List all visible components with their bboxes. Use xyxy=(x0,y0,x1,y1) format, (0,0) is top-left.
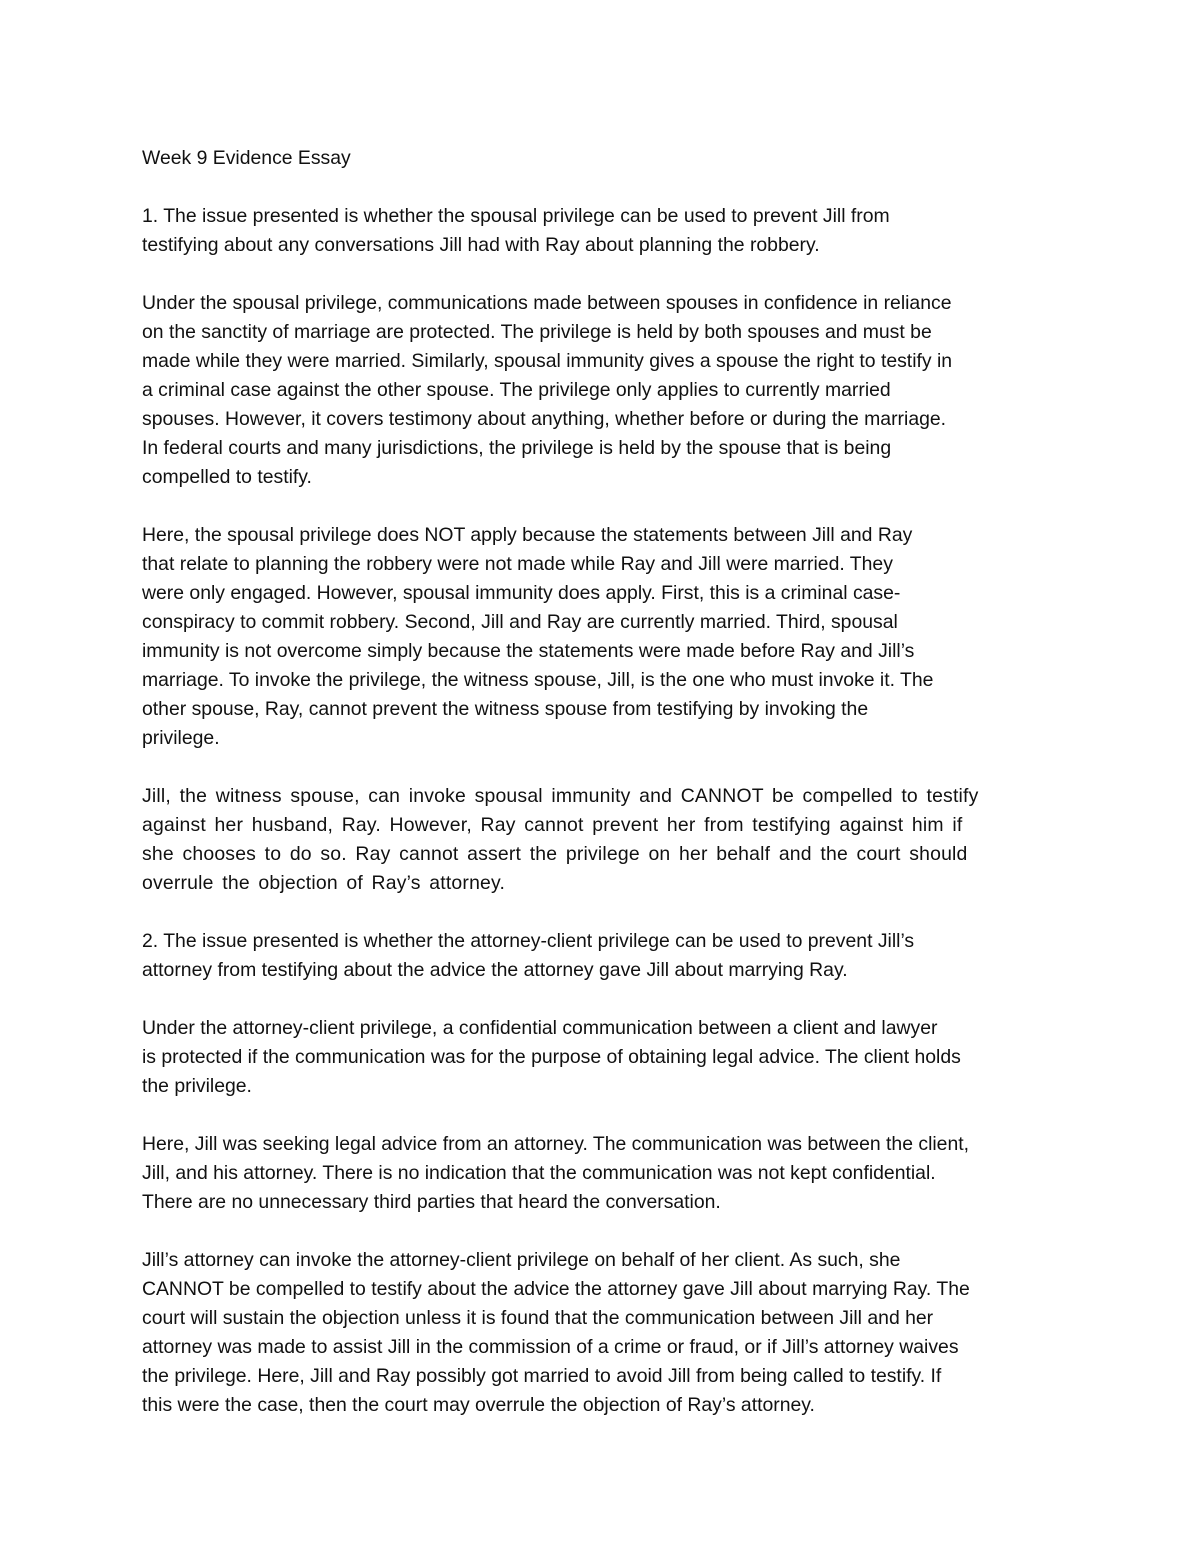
paragraph-line: immunity is not overcome simply because the statements were made before Ray and Jill’s xyxy=(142,640,915,662)
paragraph xyxy=(142,1130,1072,1217)
paragraph-line: CANNOT be compelled to testify about the advice the attorney gave Jill about marrying Ray. The xyxy=(142,1278,970,1300)
document-body xyxy=(142,144,1072,1449)
paragraph-line: Jill, the witness spouse, can invoke spousal immunity and CANNOT be compelled to testify xyxy=(142,785,979,807)
paragraph-line: Jill’s attorney can invoke the attorney-client privilege on behalf of her client. As such, she xyxy=(142,1249,901,1271)
paragraph xyxy=(142,202,1072,260)
paragraph-line: that relate to planning the robbery were not made while Ray and Jill were married. They xyxy=(142,553,893,575)
paragraph-line: attorney from testifying about the advice the attorney gave Jill about marrying Ray. xyxy=(142,959,848,981)
paragraph-line: made while they were married. Similarly, spousal immunity gives a spouse the right to testify in xyxy=(142,350,953,372)
paragraph-list xyxy=(142,202,1072,1420)
paragraph xyxy=(142,521,1072,753)
paragraph xyxy=(142,927,1072,985)
paragraph xyxy=(142,1014,1072,1101)
paragraph-line: a criminal case against the other spouse. The privilege only applies to currently married xyxy=(142,379,891,401)
paragraph-line: conspiracy to commit robbery. Second, Jill and Ray are currently married. Third, spousal xyxy=(142,611,898,633)
paragraph-line: the privilege. Here, Jill and Ray possibly got married to avoid Jill from being called to testify. If xyxy=(142,1365,942,1387)
paragraph-line: court will sustain the objection unless it is found that the communication between Jill and her xyxy=(142,1307,934,1329)
paragraph-line: attorney was made to assist Jill in the commission of a crime or fraud, or if Jill’s attorney waives xyxy=(142,1336,959,1358)
paragraph-line: In federal courts and many jurisdictions, the privilege is held by the spouse that is being xyxy=(142,437,892,459)
paragraph-line: Under the attorney-client privilege, a confidential communication between a client and lawyer xyxy=(142,1017,938,1039)
paragraph-line: 1. The issue presented is whether the spousal privilege can be used to prevent Jill from xyxy=(142,205,890,227)
paragraph-line: were only engaged. However, spousal immunity does apply. First, this is a criminal case- xyxy=(142,582,901,604)
paragraph-line: 2. The issue presented is whether the attorney-client privilege can be used to prevent Jill’s xyxy=(142,930,915,952)
paragraph-line: overrule the objection of Ray’s attorney. xyxy=(142,872,506,894)
paragraph-line: on the sanctity of marriage are protected. The privilege is held by both spouses and must be xyxy=(142,321,932,343)
paragraph-line: testifying about any conversations Jill had with Ray about planning the robbery. xyxy=(142,234,820,256)
paragraph-line: There are no unnecessary third parties that heard the conversation. xyxy=(142,1191,721,1213)
paragraph-line: is protected if the communication was for the purpose of obtaining legal advice. The client holds xyxy=(142,1046,961,1068)
paragraph-line: Here, the spousal privilege does NOT apply because the statements between Jill and Ray xyxy=(142,524,913,546)
paragraph-line: against her husband, Ray. However, Ray cannot prevent her from testifying against him if xyxy=(142,814,963,836)
paragraph-line: the privilege. xyxy=(142,1075,252,1097)
document-title: Week 9 Evidence Essay xyxy=(142,147,351,169)
paragraph-line: compelled to testify. xyxy=(142,466,312,488)
paragraph-line: this were the case, then the court may overrule the objection of Ray’s attorney. xyxy=(142,1394,815,1416)
paragraph-line: privilege. xyxy=(142,727,220,749)
paragraph-line: she chooses to do so. Ray cannot assert the privilege on her behalf and the court should xyxy=(142,843,968,865)
paragraph-line: Under the spousal privilege, communications made between spouses in confidence in reliance xyxy=(142,292,952,314)
paragraph-line: spouses. However, it covers testimony about anything, whether before or during the marriage. xyxy=(142,408,947,430)
paragraph-line: Here, Jill was seeking legal advice from an attorney. The communication was between the client, xyxy=(142,1133,970,1155)
paragraph xyxy=(142,782,1072,898)
paragraph-line: marriage. To invoke the privilege, the witness spouse, Jill, is the one who must invoke it. The xyxy=(142,669,934,691)
paragraph-line: Jill, and his attorney. There is no indication that the communication was not kept confidential. xyxy=(142,1162,936,1184)
paragraph xyxy=(142,289,1072,492)
paragraph xyxy=(142,1246,1072,1420)
paragraph-line: other spouse, Ray, cannot prevent the witness spouse from testifying by invoking the xyxy=(142,698,869,720)
